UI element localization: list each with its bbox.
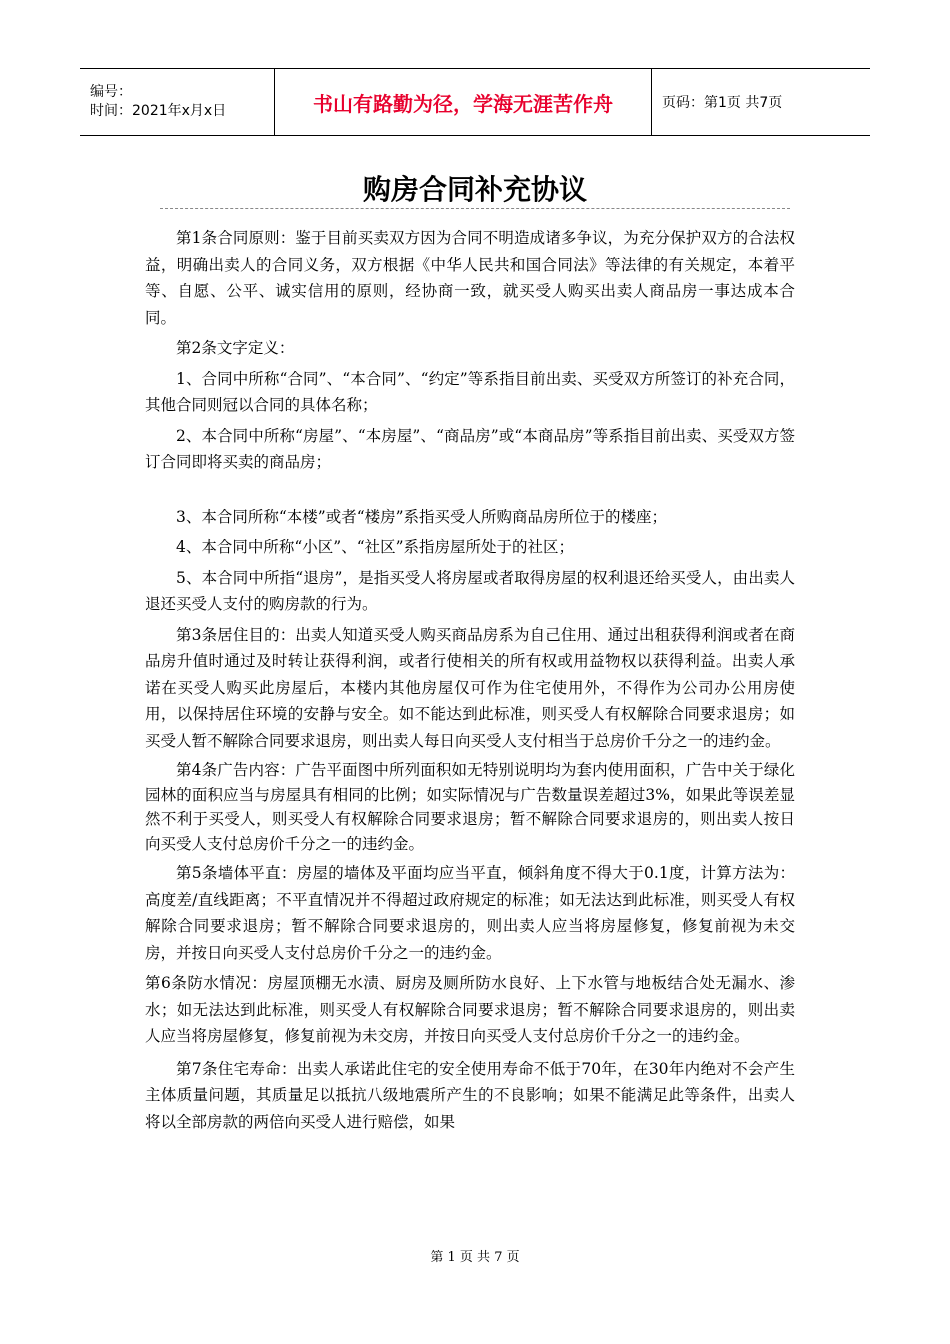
paragraph-article-2: 第2条文字定义：	[176, 339, 295, 357]
document-title: 购房合同补充协议	[362, 173, 587, 206]
motto-text: 书山有路勤为径，学海无涯苦作舟	[313, 91, 613, 116]
header-meta	[80, 69, 275, 135]
header-page-info	[652, 69, 870, 135]
paragraph-definition-1: 1、合同中所称“合同”、“本合同”、“约定”等系指目前出卖、买受双方所签订的补充合同，其他合同则冠以合同的具体名称；	[145, 369, 795, 414]
header-table	[80, 68, 870, 136]
paragraph-definition-2: 2、本合同中所称“房屋”、“本房屋”、“商品房”或“本商品房”等系指目前出卖、买受双方签订合同即将买卖的商品房；	[145, 426, 795, 471]
paragraph-article-5: 第5条墙体平直：房屋的墙体及平面均应当平直，倾斜角度不得大于0.1度，计算方法为：高度差/直线距离；不平直情况并不得超过政府规定的标准；如无法达到此标准，则买受人有权解除合同要求退房；暂不解除合同要求退房的，则出卖人应当将房屋修复，修复前视为未交房，并按日向买受人支付总房价千分之一的违约金。	[145, 864, 795, 962]
date-label: 时间：2021年x月x日	[90, 103, 227, 119]
paragraph-article-1: 第1条合同原则：鉴于目前买卖双方因为合同不明造成诸多争议，为充分保护双方的合法权益，明确出卖人的合同义务，双方根据《中华人民共和国合同法》等法律的有关规定，本着平等、自愿、公平、诚实信用的原则，经协商一致，就买受人购买出卖人商品房一事达成本合同。	[145, 229, 795, 327]
paragraph-article-6: 第6条防水情况：房屋顶棚无水渍、厨房及厕所防水良好、上下水管与地板结合处无漏水、渗水；如无法达到此标准，则买受人有权解除合同要求退房；暂不解除合同要求退房的，则出卖人应当将房屋修复，修复前视为未交房，并按日向买受人支付总房价千分之一的违约金。	[145, 974, 795, 1045]
header-motto	[275, 69, 652, 135]
paragraph-definition-5: 5、本合同中所指“退房”，是指买受人将房屋或者取得房屋的权利退还给买受人，由出卖人退还买受人支付的购房款的行为。	[145, 568, 795, 613]
number-label: 编号：	[90, 84, 132, 100]
paragraph-article-7: 第7条住宅寿命：出卖人承诺此住宅的安全使用寿命不低于70年，在30年内绝对不会产生主体质量问题，其质量足以抵抗八级地震所产生的不良影响；如果不能满足此等条件，出卖人将以全部房款的两倍向买受人进行赔偿，如果	[145, 1059, 795, 1131]
document-body	[145, 225, 795, 1139]
page-footer: 第 1 页 共 7 页	[430, 1250, 520, 1265]
paragraph-article-4: 第4条广告内容：广告平面图中所列面积如无特别说明均为套内使用面积，广告中关于绿化园林的面积应当与房屋具有相同的比例；如实际情况与广告数量误差超过3%，如果此等误差显然不利于买受人，则买受人有权解除合同要求退房；暂不解除合同要求退房的，则出卖人按日向买受人支付总房价千分之一的违约金。	[145, 761, 795, 853]
page-info-text: 页码：第1页 共7页	[662, 95, 783, 111]
paragraph-definition-3: 3、本合同所称“本楼”或者“楼房”系指买受人所购商品房所位于的楼座；	[176, 507, 668, 526]
paragraph-definition-4: 4、本合同中所称“小区”、“社区”系指房屋所处于的社区；	[176, 538, 575, 556]
paragraph-article-3: 第3条居住目的：出卖人知道买受人购买商品房系为自己住用、通过出租获得利润或者在商品房升值时通过及时转让获得利润，或者行使相关的所有权或用益物权以获得利益。出卖人承诺在买受人购买此房屋后，本楼内其他房屋仅可作为住宅使用外，不得作为公司办公用房使用，以保持居住环境的安静与安全。如不能达到此标准，则买受人有权解除合同要求退房；如买受人暂不解除合同要求退房，则出卖人每日向买受人支付相当于总房价千分之一的违约金。	[145, 625, 795, 750]
title-divider	[160, 208, 790, 209]
